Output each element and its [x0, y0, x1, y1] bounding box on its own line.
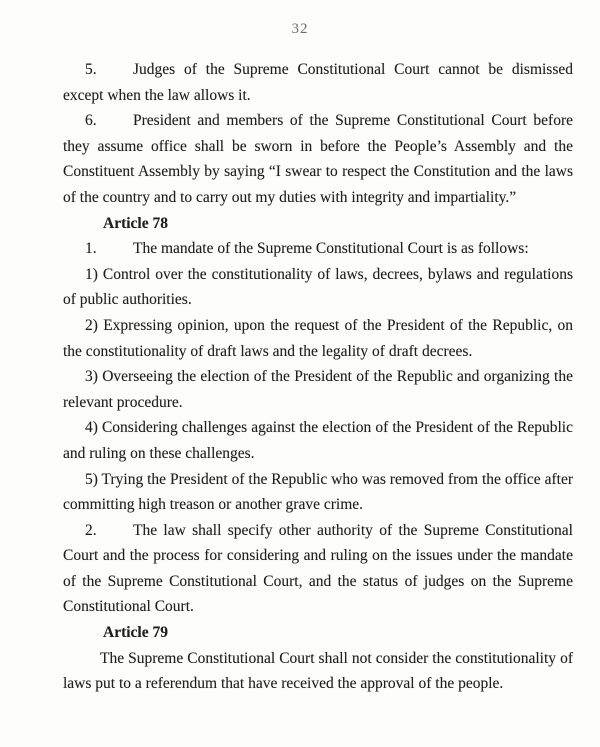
subitem-1: 1) Control over the constitutionality of laws, decrees, bylaws and regulations of public authorities.	[63, 265, 573, 309]
article-79-heading: Article 79	[103, 624, 168, 642]
paragraph-item-2	[63, 518, 573, 620]
page-number: 32	[291, 21, 309, 37]
article-79-paragraph: The Supreme Constitutional Court shall not consider the constitutionality of laws put to a referendum that have received the approval of the people.	[63, 649, 573, 693]
paragraph-text: The law shall specify other authority of the Supreme Constitutional Court and the process for considering and ruling on the issues under the mandate of the Supreme Constitutional Court, and the status of judges on the Supreme Constitutional Court.	[63, 521, 573, 616]
paragraph-item-1	[63, 236, 573, 262]
subitem-2: 2) Expressing opinion, upon the request of the President of the Republic, on the constitutionality of draft laws and the legality of draft decrees.	[63, 316, 573, 360]
article-78-heading: Article 78	[103, 214, 168, 232]
list-number: 2.	[85, 521, 97, 539]
subitem-5: 5) Trying the President of the Republic who was removed from the office after committing high treason or another grave crime.	[63, 470, 573, 514]
paragraph-item-6	[63, 108, 573, 210]
paragraph-text: The mandate of the Supreme Constitutional Court is as follows:	[133, 240, 529, 258]
list-number: 5.	[85, 61, 97, 78]
document-content	[63, 57, 573, 697]
paragraph-item-5	[63, 57, 573, 108]
paragraph-text: Judges of the Supreme Constitutional Court cannot be dismissed except when the law allows it.	[63, 61, 573, 104]
paragraph-text: President and members of the Supreme Constitutional Court before they assume office shall be sworn in before the People’s Assembly and the Constituent Assembly by saying “I swear to respect the Constitution and the laws of the country and to carry out my duties with integrity and impartiality.”	[63, 112, 573, 206]
list-number: 6.	[85, 112, 97, 130]
subitem-3: 3) Overseeing the election of the President of the Republic and organizing the relevant procedure.	[63, 368, 573, 411]
list-number: 1.	[85, 240, 97, 258]
subitem-4: 4) Considering challenges against the election of the President of the Republic and ruling on these challenges.	[63, 419, 573, 462]
